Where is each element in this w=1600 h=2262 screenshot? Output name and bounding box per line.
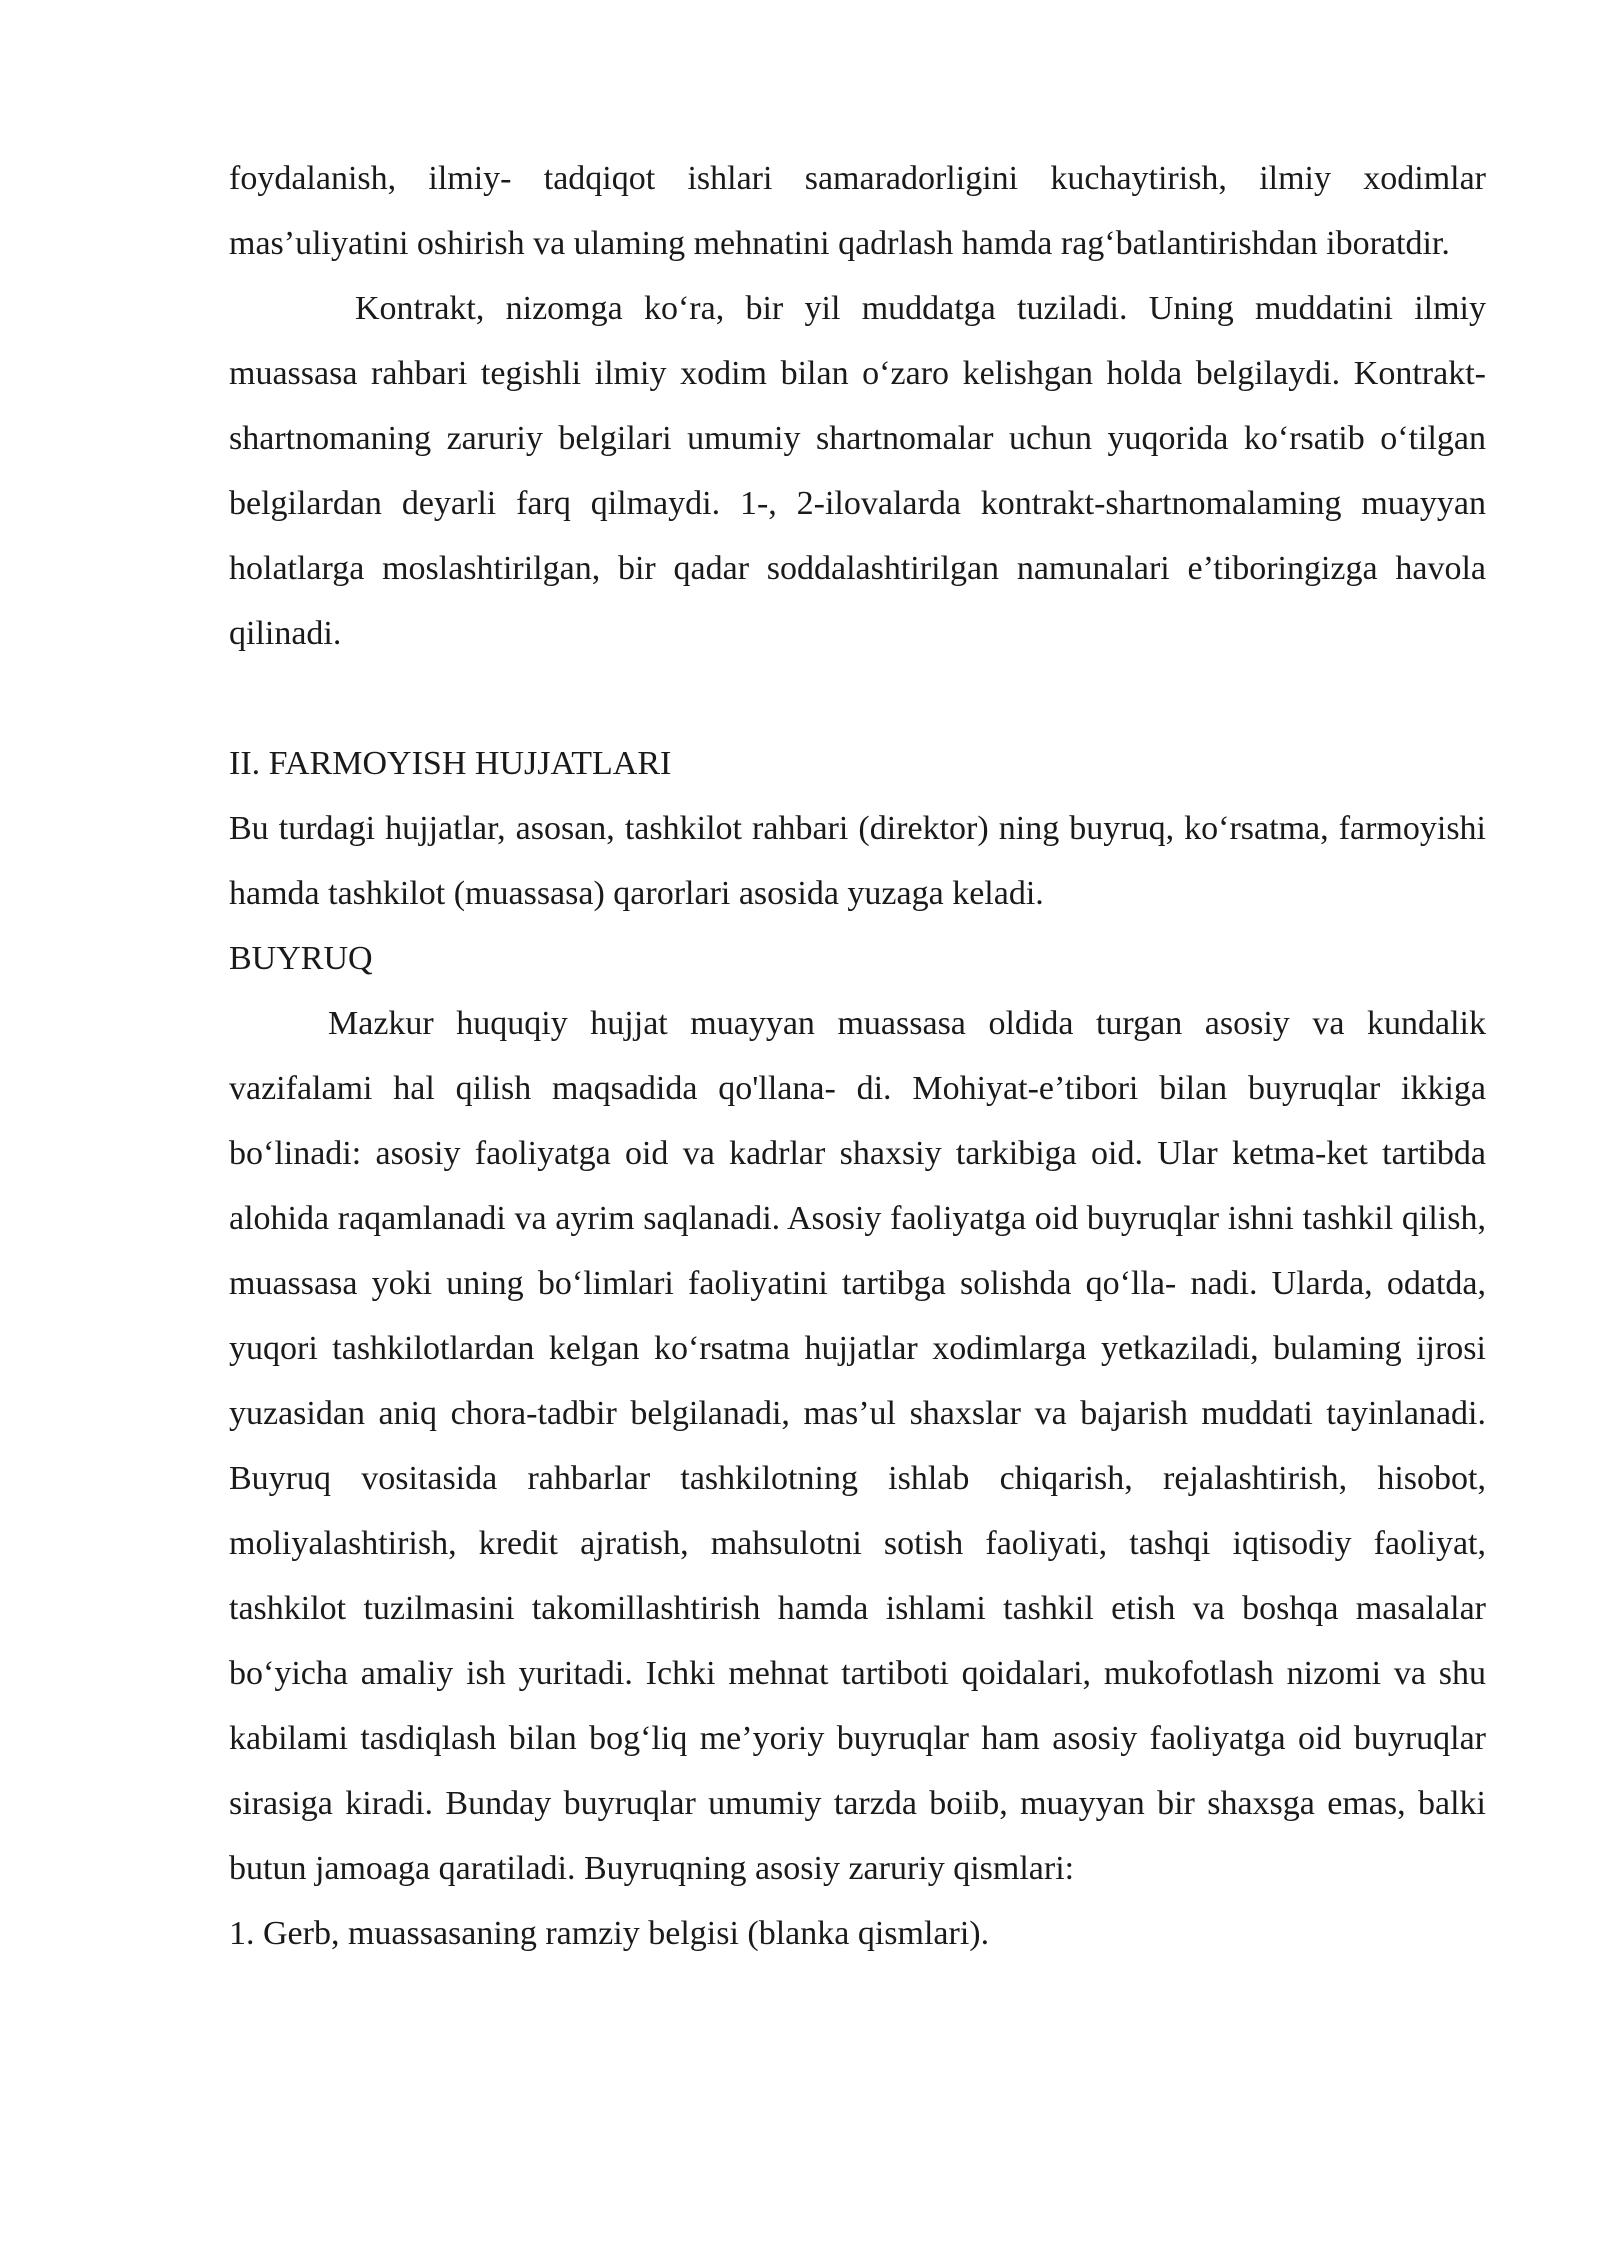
document-page — [229, 146, 1486, 1966]
paragraph-buyruq-body: Mazkur huquqiy hujjat muayyan muassasa oldida turgan asosiy va kundalik vazifalami hal qilish maqsadida qo'llana- di. Mohiyat-e’tibori bilan buyruqlar ikkiga bo‘linadi: asosiy faoliyatga oid va kadrlar shaxsiy tarkibiga oid. Ular ketma-ket tartibda alohida raqamlanadi va ayrim saqlanadi. Asosiy faoliyatga oid buyruqlar ishni tashkil qilish, muassasa yoki uning bo‘limlari faoliyatini tartibga solishda qo‘lla- nadi. Ularda, odatda, yuqori tashkilotlardan kelgan ko‘rsatma hujjatlar xodimlarga yetkaziladi, bulaming ijrosi yuzasidan aniq chora-tadbir belgilanadi, mas’ul shaxslar va bajarish muddati tayinlanadi. Buyruq vositasida rahbarlar tashkilotning ishlab chiqarish, rejalashtirish, hisobot, moliyalashtirish, kredit ajratish, mahsulotni sotish faoliyati, tashqi iqtisodiy faoliyat, tashkilot tuzilmasini takomillashtirish hamda ishlami tashkil etish va boshqa masalalar bo‘yicha amaliy ish yuritadi. Ichki mehnat tartiboti qoidalari, mukofotlash nizomi va shu kabilami tasdiqlash bilan bog‘liq me’yoriy buyruqlar ham asosiy faoliyatga oid buyruqlar sirasiga kiradi. Bunday buyruqlar umumiy tarzda boiib, muayyan bir shaxsga emas, balki butun jamoaga qaratiladi. Buyruqning asosiy zaruriy qismlari: — [229, 1005, 1486, 1887]
section-heading: II. FARMOYISH HUJJATLARI — [229, 745, 672, 782]
subheading-buyruq: BUYRUQ — [229, 940, 373, 977]
paragraph-intro-continuation: foydalanish, ilmiy- tadqiqot ishlari samaradorligini kuchaytirish, ilmiy xodimlar mas’uliyatini oshirish va ulaming mehnatini qadrlash hamda rag‘batlantirishdan iboratdir. — [229, 160, 1486, 262]
paragraph-contract-term: Kontrakt, nizomga ko‘ra, bir yil muddatga tuziladi. Uning muddatini ilmiy muassasa rahbari tegishli ilmiy xodim bilan o‘zaro kelishgan holda belgilaydi. Kontrakt-shartnomaning zaruriy belgilari umumiy shartnomalar uchun yuqorida ko‘rsatib o‘tilgan belgilardan deyarli farq qilmaydi. 1-, 2-ilovalarda kontrakt-shartnomalaming muayyan holatlarga moslashtirilgan, bir qadar soddalashtirilgan namunalari e’tiboringizga havola qilinadi. — [229, 290, 1486, 652]
list-item: 1. Gerb, muassasaning ramziy belgisi (blanka qismlari). — [229, 1915, 990, 1952]
paragraph-spacer — [229, 666, 1486, 731]
paragraph-section-intro: Bu turdagi hujjatlar, asosan, tashkilot rahbari (direktor) ning buyruq, ko‘rsatma, farmoyishi hamda tashkilot (muassasa) qarorlari asosida yuzaga keladi. — [229, 810, 1486, 912]
